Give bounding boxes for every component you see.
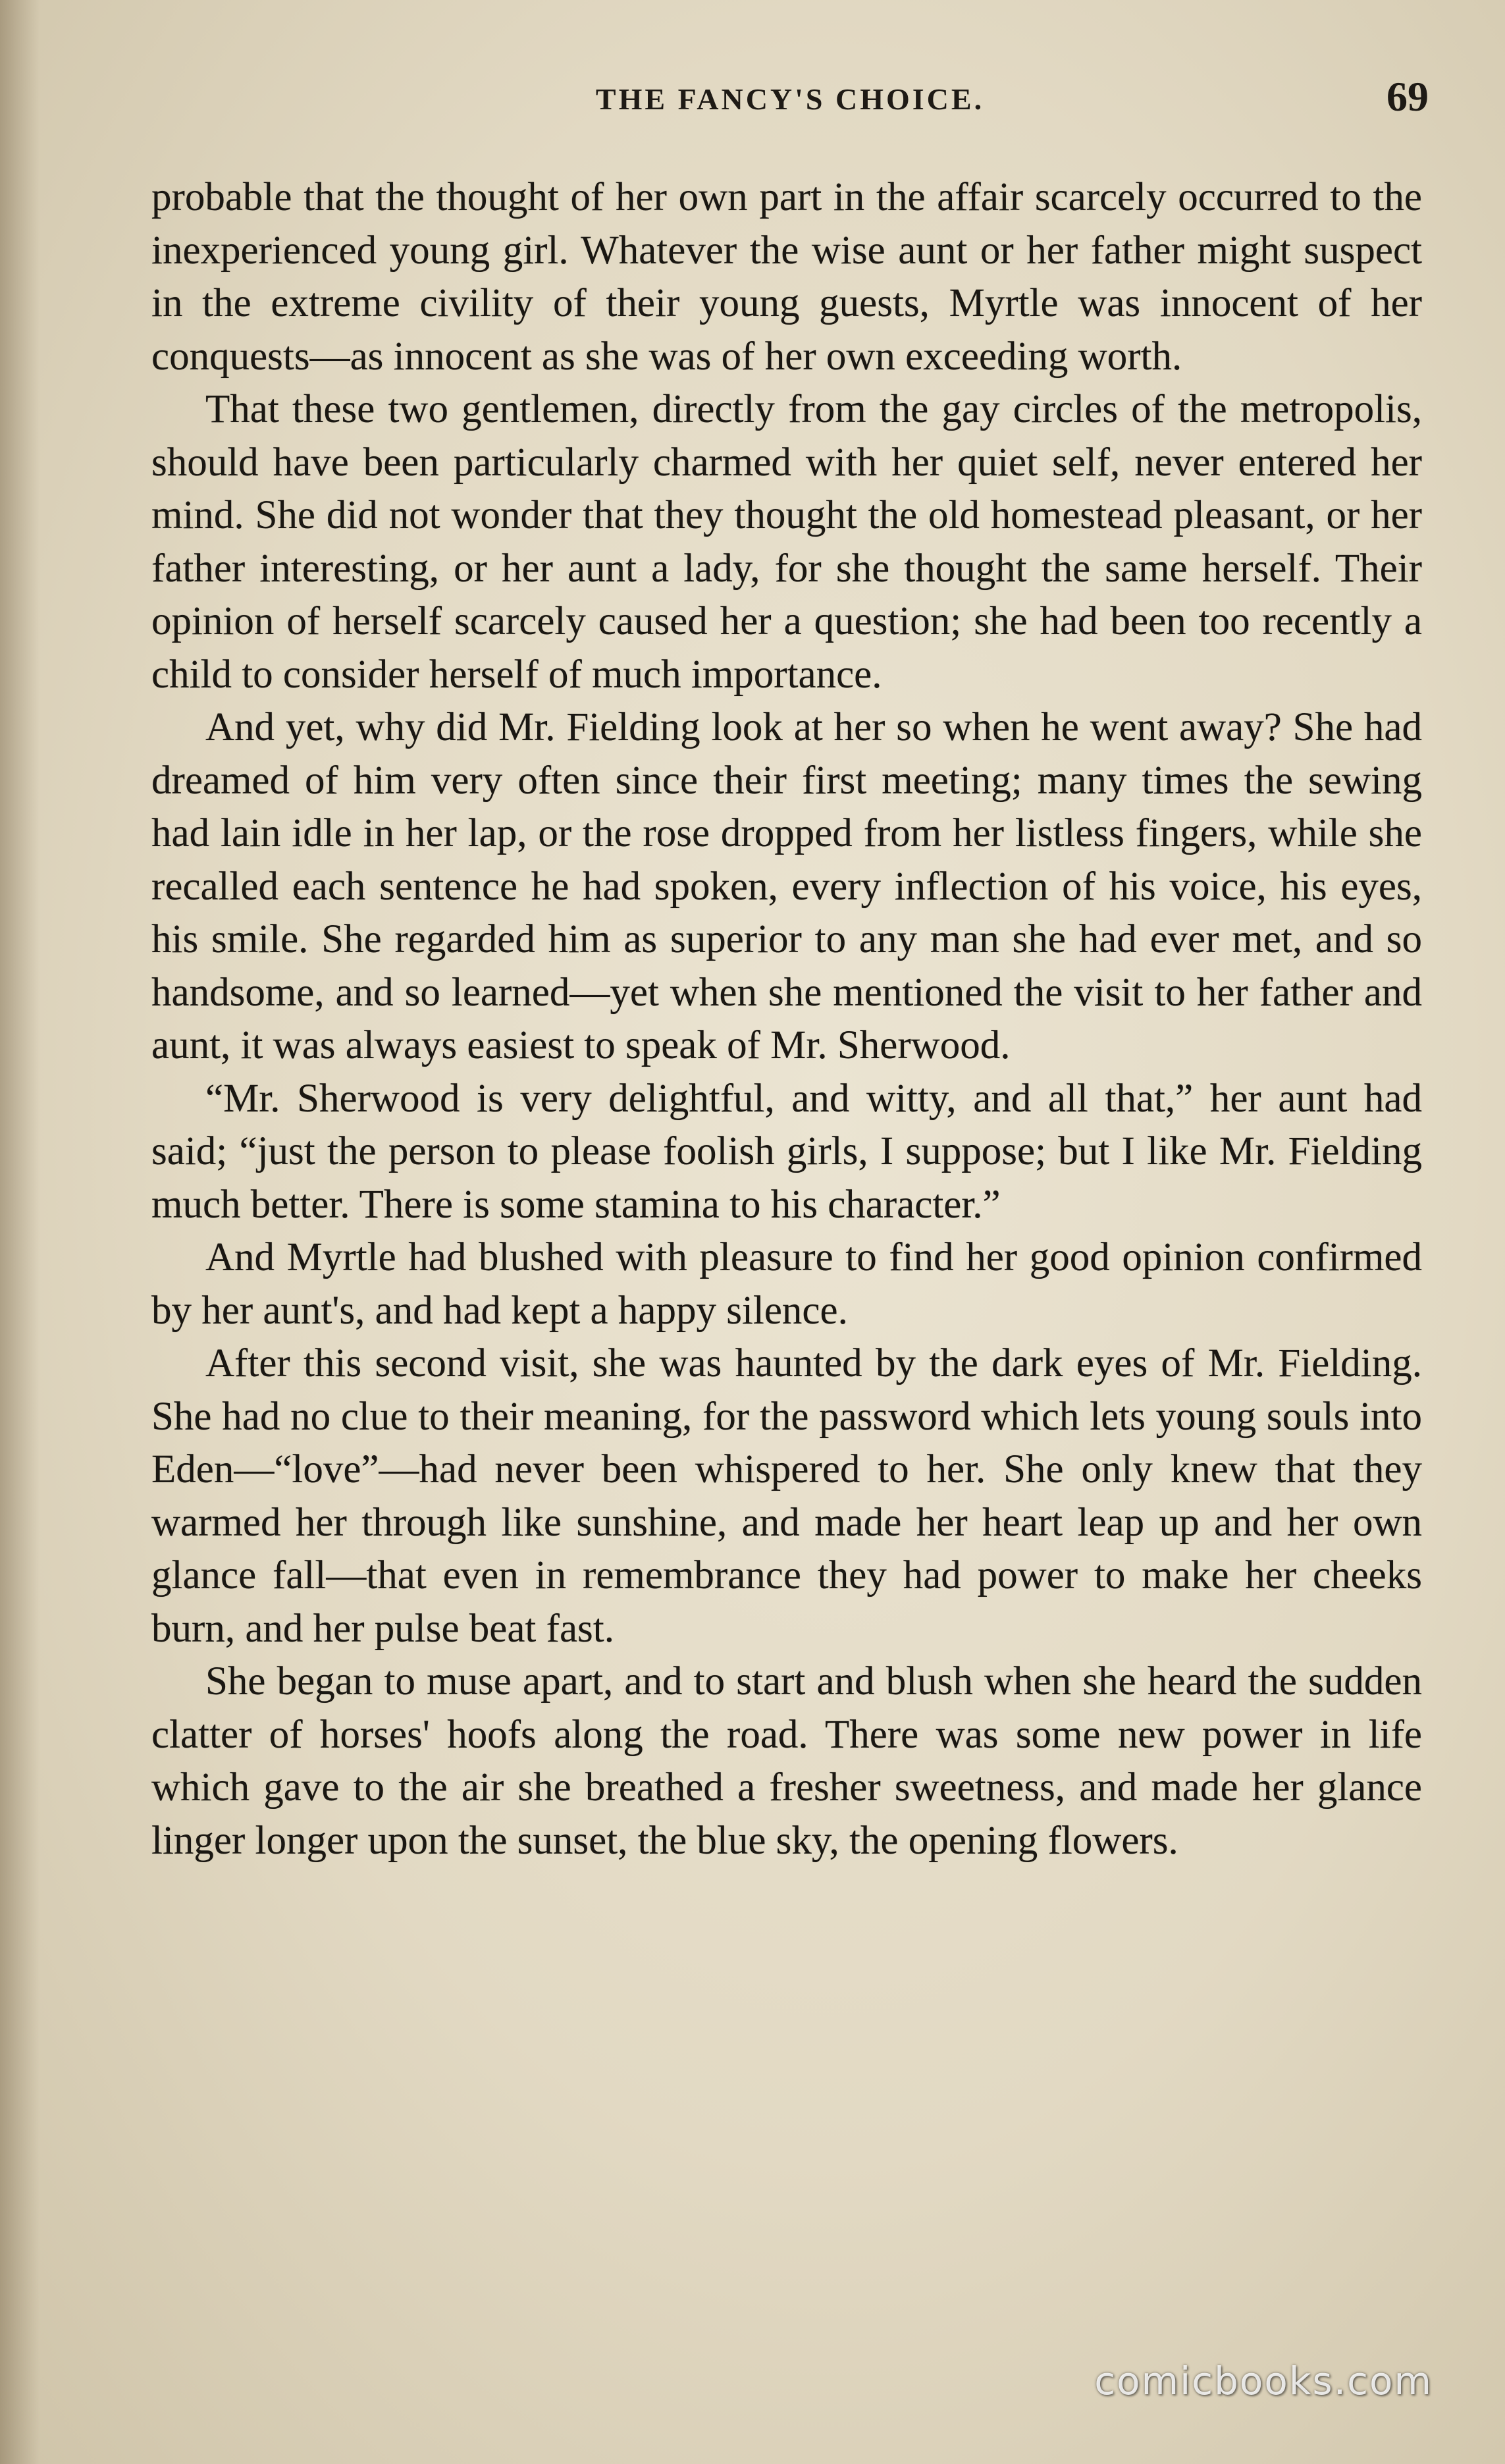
running-head [151, 72, 1429, 132]
paragraph-5: And Myrtle had blushed with pleasure to find her good opinion confirmed by her aunt's, and had kept a happy silence. [151, 1235, 1422, 1333]
paragraph-4: “Mr. Sherwood is very delightful, and witty, and all that,” her aunt had said; “just the person to please foolish girls, I suppose; but I like Mr. Fielding much better. There is some stamina to his character.” [151, 1076, 1422, 1227]
page-number: 69 [1386, 73, 1429, 120]
paragraph-6: After this second visit, she was haunted by the dark eyes of Mr. Fielding. She had no clue to their meaning, for the password which lets young souls into Eden—“love”—had never been whispered to her. She only knew that they warmed her through like sunshine, and made her heart leap up and her own glance fall—that even in remembrance they had power to make her cheeks burn, and her pulse beat fast. [151, 1341, 1422, 1651]
running-title: THE FANCY'S CHOICE. [595, 82, 985, 116]
paragraph-7: She began to muse apart, and to start and blush when she heard the sudden clatter of horses' hoofs along the road. There was some new power in life which gave to the air she breathed a fresher sweetness, and made her glance linger longer upon the sunset, the blue sky, the opening flowers. [151, 1659, 1422, 1863]
body-text [151, 171, 1422, 1867]
paragraph-3: And yet, why did Mr. Fielding look at her so when he went away? She had dreamed of him very often since their first meeting; many times the sewing had lain idle in her lap, or the rose dropped from her listless fingers, while she recalled each sentence he had spoken, every inflection of his voice, his eyes, his smile. She regarded him as superior to any man she had ever met, and so handsome, and so learned—yet when she mentioned the visit to her father and aunt, it was always easiest to speak of Mr. Sherwood. [151, 705, 1422, 1067]
paragraph-2: That these two gentlemen, directly from the gay circles of the metropolis, should have been particularly charmed with her quiet self, never entered her mind. She did not wonder that they thought the old homestead pleasant, or her father interesting, or her aunt a lady, for she thought the same herself. Their opinion of herself scarcely caused her a question; she had been too recently a child to consider herself of much importance. [151, 387, 1422, 697]
watermark: comicbooks.com [1094, 2359, 1433, 2403]
page-edge-shadow [0, 0, 40, 2464]
paragraph-1: probable that the thought of her own part in the affair scarcely occurred to the inexperienced young girl. Whatever the wise aunt or her father might suspect in the extreme civility of their young guests, Myrtle was innocent of her conquests—as innocent as she was of her own exceeding worth. [151, 175, 1422, 379]
